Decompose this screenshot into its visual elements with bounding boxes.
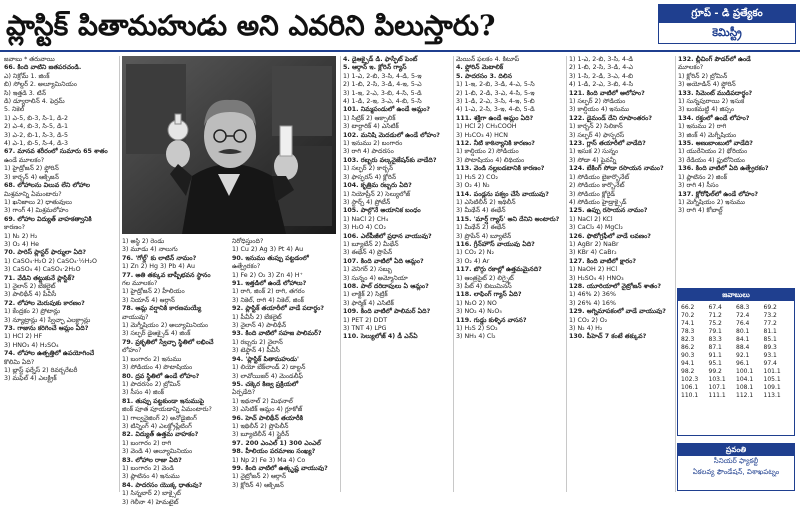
question-line: 113. వెండి నల్లబడటానికి కారణం? (456, 165, 545, 173)
answer-cell: 102.3 (681, 376, 699, 383)
answers-table (677, 288, 795, 436)
question-line: 1) కేంద్రకం 2) ప్రోటాన్లు (4, 308, 61, 316)
question-line: 108. పాల్ దరిదాపులు ఏ ఆమ్లం? (343, 282, 429, 290)
question-line: గల మూలకం? (122, 280, 158, 288)
question-line: 3) క్లోరిన్ 4) ఆక్సిజన్ (232, 481, 284, 489)
answer-cell: 99.2 (708, 368, 722, 375)
question-line: 135. అణుబాంబులో వాడేది? (678, 140, 753, 148)
answer-cell: 108.1 (736, 384, 754, 391)
question-line: 93. కింది వాటిలో సహజ పాలిమర్? (232, 330, 322, 338)
answer-cell: 70.2 (681, 312, 695, 319)
author-credit (677, 443, 795, 491)
answer-cell: 90.3 (681, 352, 695, 359)
answer-cell: 111.1 (708, 392, 726, 399)
question-line: 68. లోహాలను విలువ లేని లోహాల (4, 182, 90, 190)
answer-cell: 77.2 (763, 320, 777, 327)
question-line: 1) సిన్నబార్ 2) బాక్సైట్ (122, 490, 181, 498)
question-line: 133. సిమెంట్ ముడిపదార్థం? (678, 89, 753, 97)
question-line: 3) H₂O 4) CO₂ (343, 224, 387, 232)
question-line: 3) 1-సి, 2-డి, 3-ఎ, 4-బి (569, 72, 633, 80)
column-divider (340, 56, 341, 492)
question-column-4 (343, 56, 451, 492)
headline-divider (0, 50, 800, 52)
question-line: 1) వెనిగర్ 2) సబ్బు (343, 266, 392, 274)
question-line: బి) సోల్డర్ 2. అల్యూమినియం (4, 81, 77, 89)
question-column-3 (232, 238, 338, 492)
column-divider (675, 56, 676, 492)
question-line: 3) HNO₃ 4) H₂SO₄ (4, 341, 59, 349)
answer-cell: 80.1 (736, 328, 750, 335)
question-line: 3) ప్లాటినం 4) ఇనుము (122, 473, 180, 481)
question-line: 1) HCl 2) CH₃COOH (456, 123, 517, 131)
question-line: 3) కాల్షియం 4) ఇనుము (569, 106, 630, 114)
question-line: 73. గాజును కరిగించే ఆమ్లం ఏది? (4, 325, 89, 332)
question-line: 1) ఇనుము 2) బంగారం (343, 140, 403, 148)
question-line: 1) అస్థి 2) రెండు (122, 238, 165, 245)
question-line: 3) మీథేన్ 4) ఈథేన్ (456, 207, 506, 215)
question-line: 3) ఈథేన్ 4) ప్రొపేన్ (343, 249, 393, 257)
question-line: 107. కింది వాటిలో ఏది ఆమ్లం? (343, 257, 424, 265)
question-line: 80. ద్రవ స్థితిలో ఉండే లోహం? (122, 372, 200, 380)
question-line: 1) మెగ్నీషియం 2) ఇనుము (678, 198, 745, 206)
column-divider (566, 56, 567, 492)
question-line: జింక్ పూత పూయడాన్ని ఏమంటారు? (122, 406, 212, 414)
question-line: 1) మెగ్నీషియం 2) అల్యూమినియం (122, 322, 209, 330)
question-line: 66. కింది వాటిని జతపరచండి. (4, 64, 82, 72)
question-line: 1) కాల్షియం 2) సోడియం (456, 148, 519, 156)
question-line: 1) బ్యూటేన్ 2) మీథేన్ (343, 240, 399, 248)
answer-cell: 84.1 (736, 336, 750, 343)
question-line: 3) O₂ 4) He (4, 240, 40, 248)
question-line: 1) 1-ఇ, 2-బి, 3-డి, 4-ఎ, 5-సి (456, 81, 535, 89)
question-line: 3) KBr 4) CaBr₂ (569, 249, 617, 257)
question-line: 4) సోడియం హైడ్రాక్సైడ్ (569, 198, 627, 206)
question-line: 115. 'మార్ష్ గ్యాస్' అని దేనిని అంటారు? (456, 215, 560, 223)
question-line: 3) O₂ 4) N₂ (456, 182, 490, 190)
column-divider (453, 56, 454, 492)
question-line: 3) రాగి 4) సీసం (678, 182, 719, 190)
question-line: 2) 1-బి, 2-డి, 3-ఎ, 4-సి, 5-ఇ (456, 89, 535, 97)
question-line: 3) ఎసిటిక్ ఆమ్లం 4) గ్లూకోజ్ (232, 406, 303, 414)
question-line: 72. లోహాల మెరుపుకు కారణం? (4, 299, 85, 307)
question-line: 3) టెఫ్లాన్ 4) పీవీసీ (232, 347, 280, 355)
question-line: 4) 1-ఎ, 2-సి, 3-ఇ, 4-బి, 5-డి (456, 106, 535, 114)
question-line: ఉండే మూలకం? (4, 156, 45, 164)
question-line: 79. ప్రకృతిలో స్వేచ్ఛా స్థితిలో లభించే (122, 338, 214, 346)
question-line: 1) బ్లాస్ట్ ఫర్నేస్ 2) రివర్బరేటరీ (4, 367, 78, 375)
question-line: 104. కృత్రిమ రబ్బరు ఏది? (343, 182, 412, 190)
question-line: 1) ఖనిజాలు 2) ధాతువులు (4, 198, 72, 206)
question-line: 83. లోహాల రాజు ఏది? (122, 456, 182, 464)
section-badge (658, 4, 796, 44)
question-line: 1) N₂ 2) H₂ (4, 232, 38, 240)
question-line: 3) న్యూట్రాన్లు 4) స్వేచ్ఛా ఎలక్ట్రాన్లు (4, 316, 91, 324)
answer-cell: 68.3 (736, 304, 750, 311)
answer-cell: 101.1 (763, 368, 781, 375)
answer-cell: 74.1 (681, 320, 695, 327)
question-line: 84. పాదరసం యొక్క ధాతువు? (122, 481, 203, 489)
question-line: 95. చక్కెర కిణ్వ ప్రక్రియలో (232, 380, 299, 388)
scientist-photo (122, 56, 336, 234)
question-line: 1) NaCl 2) KCl (569, 215, 613, 223)
question-line: 114. పండ్లను పక్వం చేసే వాయువు? (456, 190, 549, 198)
question-line: 3) 26% 4) 16% (569, 299, 616, 307)
question-line: ఎ) నిక్రోమ్ 1. జింక్ (4, 72, 50, 80)
question-line: 1) రాగి, జింక్ 2) రాగి, తగరం (232, 288, 305, 296)
question-line: 109. కింది వాటిలో పాలిమర్ ఏది? (343, 308, 431, 316)
answer-cell: 98.2 (681, 368, 695, 375)
question-line: 3) ఎ-2, బి-1, సి-3, డి-5 (4, 131, 68, 139)
question-line: 69. లోహాల విద్యుత్ వాహకత్వానికి (4, 215, 92, 223)
question-line: మిశ్రమాన్ని ఏమంటారు? (4, 190, 62, 198)
question-line: 1) కార్బన్ 2) సిలికాన్ (569, 123, 623, 131)
question-line: 118. లాఫింగ్ గ్యాస్ ఏది? (456, 291, 522, 299)
question-line: 97. 200 ఎంఎల్ 1) 300 ఎంఎల్ (232, 439, 321, 447)
answer-cell: 105.1 (763, 376, 781, 383)
question-line: 3) NH₃ 4) Cl₂ (456, 333, 496, 341)
question-line: 3) H₂CO₃ 4) HCN (456, 131, 508, 139)
question-line: 111. శక్తిగా ఉండే ఆమ్లం ఏది? (456, 114, 534, 122)
question-line: 2) 1-బి, 2-సి, 3-డి, 4-ఇ, 5-ఎ (343, 81, 422, 89)
question-line: 3) N₂ 4) H₂ (569, 325, 603, 332)
question-line: 2) 1-బి, 2-సి, 3-డి, 4-ఎ (569, 64, 633, 72)
question-line: 3) O₂ 4) Ar (456, 257, 490, 265)
question-line: 126. ఫొటోగ్రఫీలో వాడే లవణం? (569, 232, 651, 240)
answer-cell: 94.1 (681, 360, 695, 367)
question-line: 101. నిమ్మపండులో ఉండే ఆమ్లం? (343, 106, 431, 114)
answer-cell: 106.1 (681, 384, 699, 391)
question-line: 5. ఆర్గాన్ ఇ. క్లోరిన్ గ్యాస్ (343, 64, 407, 72)
answer-cell: 72.4 (736, 312, 750, 319)
question-line: వాయువు? (122, 313, 149, 321)
question-line: 117. బొగ్గు రకాల్లో ఉత్తమమైనది? (456, 266, 542, 274)
question-line: 3) ఫార్మిక్ 4) ఎసిటిక్ (343, 299, 394, 307)
question-line: 1) పీవీసీ 2) బేకలైట్ (232, 313, 282, 321)
question-line: 67. మానవ శరీరంలో సుమారు 65 శాతం (4, 148, 108, 156)
question-line: 1) H₂S 2) CO₂ (456, 173, 499, 181)
answer-cell: 93.1 (763, 352, 777, 359)
question-line: 1) PET 2) DDT (343, 316, 388, 324)
answer-cell: 81.1 (763, 328, 777, 335)
question-line: కారణం? (4, 224, 25, 232)
answers-grid (678, 301, 794, 403)
question-line: 3) మూడు 4) నాలుగు (122, 246, 178, 254)
answer-cell: 86.2 (681, 344, 695, 351)
question-line: 91. ఇత్తడిలో ఉండే లోహాలు? (232, 280, 307, 288)
question-line: 98. హీలియం పరమాణు సంఖ్య? (232, 448, 316, 456)
question-line: 3) బ్యూటిలీన్ 4) స్టైరీన్ (232, 431, 290, 439)
question-line: 1) ఇనుము 2) రాగి (678, 123, 727, 131)
question-line: 123. గ్లాస్ తయారీలో వాడేది? (569, 140, 646, 148)
answer-cell: 103.1 (708, 376, 726, 383)
question-line: 1) లాక్టిక్ 2) సిట్రిక్ (343, 291, 388, 299)
question-line: 3) రాగి 4) కోబాల్ట్ (678, 207, 723, 215)
question-line: 106. ఎల్‌పీజీలో ప్రధాన వాయువు? (343, 232, 432, 240)
answer-cell: 109.1 (763, 384, 781, 391)
question-line: 1) నైలాన్ 2) బేకలైట్ (4, 282, 56, 290)
question-line: 3) మఫిల్ 4) ఎలక్ట్రిక్ (4, 375, 57, 383)
question-line: ఉత్ప్రేరకం? (232, 263, 261, 271)
question-line: 119. గుడ్డు కుళ్ళిన వాసన? (456, 316, 527, 324)
question-line: 112. నీటి కాఠిన్యానికి కారణం? (456, 140, 535, 148)
question-line: 1) HCl 2) HF (4, 333, 43, 341)
question-line: 1) H₂S 2) SO₂ (456, 325, 498, 332)
question-line: 3) సోడియం 4) పొటాషియం (122, 364, 193, 372)
question-line: 3) 1-డి, 2-ఎ, 3-సి, 4-ఇ, 5-బి (456, 98, 535, 106)
question-line: మూలకం? (678, 64, 704, 72)
question-line: 99. కింది వాటిలో ఉత్కృష్ట వాయువు? (232, 464, 328, 472)
question-line: 3) NO₂ 4) N₂O₅ (456, 308, 502, 316)
article-headline: ప్లాస్టిక్ పితామహుడు అని ఎవరిని పిలుస్తారు? (6, 9, 496, 42)
question-line: 3) టార్టారిక్ 4) ఎసిటిక్ (343, 123, 399, 131)
answer-cell: 78.3 (681, 328, 695, 335)
question-line: 3) పాలిథీన్ 4) పీవీసీ (4, 291, 57, 299)
answer-cell: 79.1 (708, 328, 722, 335)
question-line: 3) సున్నం 4) అమ్మోనియా (343, 274, 408, 282)
question-line: 3) గాంగ్ 4) మిశ్రమలోహం (4, 207, 69, 215)
question-line: 1) క్లోరిన్ 2) బ్రోమిన్ (678, 72, 728, 80)
question-line: 128. యూరియాలో నైట్రోజన్ శాతం? (569, 282, 662, 290)
answer-cell: 113.1 (763, 392, 781, 399)
answer-cell: 97.4 (763, 360, 777, 367)
section-badge-subject: కెమిస్ట్రీ (712, 26, 742, 39)
question-line: 2) ఎ-4, బి-3, సి-5, డి-1 (4, 123, 68, 131)
question-line: 3) అయోడిన్ 4) ఫ్లోరిన్ (678, 81, 736, 89)
answer-cell: 67.4 (708, 304, 722, 311)
question-line: డి) డ్యూరాలిన్ 4. ఫెర్రమ్ (4, 98, 65, 106)
answer-cell: 110.1 (681, 392, 699, 399)
question-line: 122. డైమండ్ దేని రూపాంతరం? (569, 114, 652, 122)
question-line: 94. 'ప్లాస్టిక్ పితామహుడు' (232, 355, 299, 363)
answer-cell: 88.4 (736, 344, 750, 351)
question-line: 130. పీహెచ్ 7 కంటే తక్కువ? (569, 333, 647, 341)
question-line: 103. రబ్బరు వల్కనైజేషన్‌కు వాడేది? (343, 156, 437, 164)
question-line: 3) H₂SO₄ 4) HNO₃ (569, 274, 624, 282)
scientist-illustration (122, 56, 336, 234)
answer-cell: 75.2 (708, 320, 722, 327)
question-line: సి) ఇత్తడి 3. టిన్ (4, 89, 47, 97)
question-line: 3) లావోయిజర్ 4) మెండలీఫ్ (232, 372, 303, 380)
answer-cell: 73.2 (763, 312, 777, 319)
question-line: మెయిన్ ఫలకం 4. కిటూప్ (456, 56, 520, 63)
question-line: 1) సోడియం బైకార్బొనేట్ (569, 173, 630, 181)
answer-cell: 96.1 (736, 360, 750, 367)
question-column-7 (678, 56, 796, 284)
question-line: లోహం? (122, 347, 142, 355)
question-line: 1) Cu 2) Ag 3) Pt 4) Au (232, 246, 304, 254)
question-line: 121. కింది వాటిలో అలోహం? (569, 89, 645, 97)
question-line: 3) నియాన్ 4) ఆర్గాన్ (122, 296, 175, 304)
question-line: 105. పాల్గొనే అయానిక బంధం (343, 207, 421, 215)
question-line: 5. నికెల్ (4, 106, 25, 114)
question-line: 1) సిట్రిక్ 2) ఆక్సాలిక్ (343, 114, 396, 122)
question-line: 4) 1-డి, 2-ఇ, 3-ఎ, 4-బి, 5-సి (343, 98, 422, 106)
question-line: 1) బంగారం 2) రాగి (122, 439, 172, 447)
question-line: 1) NaCl 2) CH₄ (343, 215, 389, 223)
column-divider (119, 56, 120, 492)
answers-title: జవాబులు (678, 289, 794, 301)
question-line: 1) CO₂ 2) O₂ (569, 316, 608, 324)
answer-cell: 83.3 (708, 336, 722, 343)
question-line: 4) ఎ-1, బి-5, సి-4, డి-3 (4, 140, 68, 148)
question-line: 134. రక్తంలో ఉండే లోహం? (678, 114, 750, 122)
question-line: 1) మీథేన్ 2) ఈథేన్ (456, 224, 506, 232)
question-line: 2) సోడియం కార్బొనేట్ (569, 182, 625, 190)
question-line: 136. కింది వాటిలో ఏది ఉత్ప్రేరకం? (678, 165, 769, 173)
question-line: 82. విద్యుత్ ఉత్తమ వాహకం? (122, 431, 199, 439)
answer-cell: 112.1 (736, 392, 754, 399)
question-line: 1) పాదరసం 2) బ్రోమిన్ (122, 380, 181, 388)
question-line: 1) సల్ఫర్ 2) కార్బన్ (343, 165, 394, 173)
section-badge-top: గ్రూప్ - డి ప్రత్యేకం (659, 5, 795, 23)
question-line: 92. ప్లాస్టిక్ తయారీలో వాడే పదార్థం? (232, 305, 325, 313)
question-line: 3) నికెల్, రాగి 4) నికెల్, జింక్ (232, 296, 304, 304)
answer-cell: 100.1 (736, 368, 754, 375)
question-line: 3) సల్ఫర్ 4) ఫాస్ఫరస్ (569, 131, 625, 139)
question-line: 1) 1-ఎ, 2-బి, 3-సి, 4-డి (569, 56, 633, 63)
question-line: 127. కింది వాటిలో క్షారం? (569, 257, 637, 265)
question-line: 1) ఇథిలీన్ 2) ప్రొపిలీన్ (232, 422, 289, 430)
answer-cell: 95.1 (708, 360, 722, 367)
question-line: 1) హైడ్రోజన్ 2) ఫ్లోరిన్ (4, 165, 59, 173)
question-line: 1) ఇథనాల్ 2) మిథనాల్ (232, 397, 293, 405)
question-column-6 (569, 56, 673, 492)
question-line: 4) 1-డి, 2-ఎ, 3-బి, 4-సి (569, 81, 633, 89)
question-line: 3) పొటాషియం 4) లిథియం (456, 156, 525, 164)
answer-cell: 92.1 (736, 352, 750, 359)
question-line: 3) స్టార్చ్ 4) ప్రోటీన్ (343, 198, 391, 206)
question-line: 1) లియో బేక్‌లాండ్ 2) డాల్టన్ (232, 364, 306, 372)
question-line: 1) 46% 2) 36% (569, 291, 616, 299)
question-line: 3) సీసం 4) జింక్ (122, 389, 165, 397)
question-line: నిరోధిస్తుంది? (232, 238, 264, 245)
question-line: 3) ప్రొపేన్ 4) బ్యూటేన్ (456, 232, 512, 240)
question-line: 3) వెండి 4) అల్యూమినియం (122, 448, 193, 456)
question-line: 102. మనిషి మెదడులో ఉండే లోహం? (343, 131, 440, 139)
question-line: 125. ఉప్పు రసాయన నామం? (569, 207, 648, 215)
answer-cell: 107.1 (708, 384, 726, 391)
question-line: 129. అగ్నిమాపకంలో వాడే వాయువు? (569, 308, 666, 316)
question-line: కొలిమి ఏది? (4, 358, 35, 366)
question-line: 3) పీట్ 4) బిటుమినస్ (456, 282, 512, 290)
question-line: 1) NaOH 2) HCl (569, 266, 618, 274)
question-line: 74. లోహాల ఉత్పత్తిలో ఉపయోగించే (4, 350, 95, 358)
question-line: 1) యురేనియం 2) థోరియం (678, 148, 748, 156)
question-line: 4. డైఆక్సైడ్ డి. ఫాస్ఫేట్ పెంట్ (343, 56, 418, 63)
question-line: 3) CaSO₄ 4) CaSO₄·2H₂O (4, 266, 81, 274)
question-line: 1) CaSO₄·H₂O 2) CaSO₄·½H₂O (4, 257, 97, 265)
question-line: 1) Fe 2) O₂ 3) Zn 4) H⁺ (232, 271, 303, 279)
question-line: 3) రేడియం 4) ప్లుటోనియం (678, 156, 745, 164)
answer-cell: 82.3 (681, 336, 695, 343)
question-line: 77. అతి తక్కువ బాష్పీభవన స్థానం (122, 271, 211, 279)
question-line: 1) సల్ఫర్ 2) సోడియం (569, 98, 626, 106)
question-line: 3) బంకమట్టి 4) జిప్సం (678, 106, 735, 114)
question-line: 78. ఆమ్ల వర్షానికి కారణమయ్యే (122, 305, 202, 313)
answer-cell: 69.2 (763, 304, 777, 311)
question-line: 1) బంగారం 2) వెండి (122, 464, 174, 472)
question-line: 1) నైట్రోజన్ 2) ఆర్గాన్ (232, 473, 287, 481)
answer-cell: 104.1 (736, 376, 754, 383)
question-line: 3) సోడియం క్లోరైడ్ (569, 190, 616, 198)
question-line: 3) రాగి 4) పాదరసం (343, 148, 394, 156)
answer-cell: 85.1 (763, 336, 777, 343)
question-line: 1) ఇసుక 2) సున్నం (569, 148, 619, 156)
question-line: 4. ఫ్లోరిన్ మెటాలిక్ (456, 64, 504, 72)
answer-cell: 87.1 (708, 344, 722, 351)
question-line: 3) సల్ఫర్ డైఆక్సైడ్ 4) జింక్ (122, 330, 191, 338)
question-line: 3) 1-ఇ, 2-ఎ, 3-బి, 4-సి, 5-డి (343, 89, 422, 97)
question-line: 3) CaCl₂ 4) MgCl₂ (569, 224, 623, 232)
question-line: 1) గాల్వనైజింగ్ 2) అనోడైజింగ్ (122, 414, 197, 422)
question-line: 137. క్లోరోఫిల్‌లో ఉండే లోహం? (678, 190, 759, 198)
question-line: 116. గ్రీన్‌హౌస్ వాయువు ఏది? (456, 240, 535, 248)
author-title: సీనియర్ ఫ్యాకల్టీ (713, 457, 759, 465)
question-line: 124. బేకింగ్ సోడా రసాయన నామం? (569, 165, 664, 173)
question-line: 3) జింక్ 4) మెగ్నీషియం (678, 131, 737, 139)
question-line: 1) Np 2) Fe 3) Ma 4) Co (232, 456, 306, 464)
question-line: 1) N₂O 2) NO (456, 299, 497, 307)
question-line: 3) టిన్నింగ్ 4) ఎలక్ట్రోప్లేటింగ్ (122, 422, 192, 430)
question-line: 3) సోడా 4) పైవన్నీ (569, 156, 617, 164)
question-line: 81. తుప్పు పట్టకుండా ఇనుముపై (122, 397, 205, 405)
answer-cell: 76.4 (736, 320, 750, 327)
question-line: 3) గెలీనా 4) హెమటైట్ (122, 498, 179, 506)
question-line: 5. పాదరసం 3. దిలిన (456, 72, 512, 80)
question-line: 1) CO₂ 2) N₂ (456, 249, 495, 257)
question-line: 132. బ్లీచింగ్ పౌడర్‌లో ఉండే (678, 56, 751, 63)
question-line: జవాబు * తరువాయి (4, 56, 55, 63)
author-name: ప్రవంతి (678, 444, 794, 456)
author-affiliation: ఏకలవ్య ఫౌండేషన్, విశాఖపట్నం (692, 468, 780, 476)
question-line: 1) ప్లాటినం 2) జింక్ (678, 173, 727, 181)
answer-cell: 71.2 (708, 312, 722, 319)
question-line: 1) హైడ్రోజన్ 2) హీలియం (122, 288, 185, 296)
question-line: 3) TNT 4) LPG (343, 325, 387, 332)
answer-cell: 89.3 (763, 344, 777, 351)
question-line: 1) బంగారం 2) ఇనుము (122, 355, 182, 363)
question-line: 1) ఎసిటిలీన్ 2) ఇథిలీన్ (456, 198, 516, 206)
question-line: 1) రబ్బరు 2) నైలాన్ (232, 338, 283, 346)
question-line: 3) కార్బన్ 4) ఆక్సిజన్ (4, 173, 59, 181)
answer-cell: 66.2 (681, 304, 695, 311)
question-line: 76. 'గోల్డ్' కు లాటిన్ నామం? (122, 254, 197, 262)
question-line: 70. పారిస్ ప్లాస్టర్ ఫార్ములా ఏది? (4, 249, 87, 257)
question-column-5 (456, 56, 564, 492)
question-line: 1) 1-ఎ, 2-బి, 3-సి, 4-డి, 5-ఇ (343, 72, 422, 80)
question-line: 1) సున్నపురాయి 2) ఇసుక (678, 98, 745, 106)
question-line: 3) ఫాస్ఫరస్ 4) క్లోరిన్ (343, 173, 397, 181)
question-line: 1) ఎ-5, బి-3, సి-1, డి-2 (4, 114, 68, 122)
question-column-2 (122, 238, 228, 506)
question-line: 110. సెల్యులోజ్ 4) డీ ఎన్ఏ (343, 333, 418, 341)
answer-cell: 91.1 (708, 352, 722, 359)
question-line: 1) Zn 2) Hg 3) Pb 4) Au (122, 263, 195, 271)
question-column-1 (4, 56, 118, 492)
question-line: 71. వేడిని తట్టుకునే ప్లాస్టిక్? (4, 274, 75, 282)
question-line: 1) నియోప్రీన్ 2) సెల్యులోజ్ (343, 190, 411, 198)
question-line: 1) ఆంత్రసైట్ 2) లిగ్నైట్ (456, 274, 514, 282)
question-line: 90. ఇనుము తుప్పు పట్టడంలో (232, 254, 309, 262)
question-line: 1) AgBr 2) NaBr (569, 240, 619, 248)
question-line: ఏర్పడేది? (232, 389, 256, 397)
question-line: 96. హెచ్ పాలిథీన్ తయారీకి (232, 414, 304, 422)
question-line: 3) నైలాన్ 4) పాలిథీన్ (232, 322, 287, 330)
